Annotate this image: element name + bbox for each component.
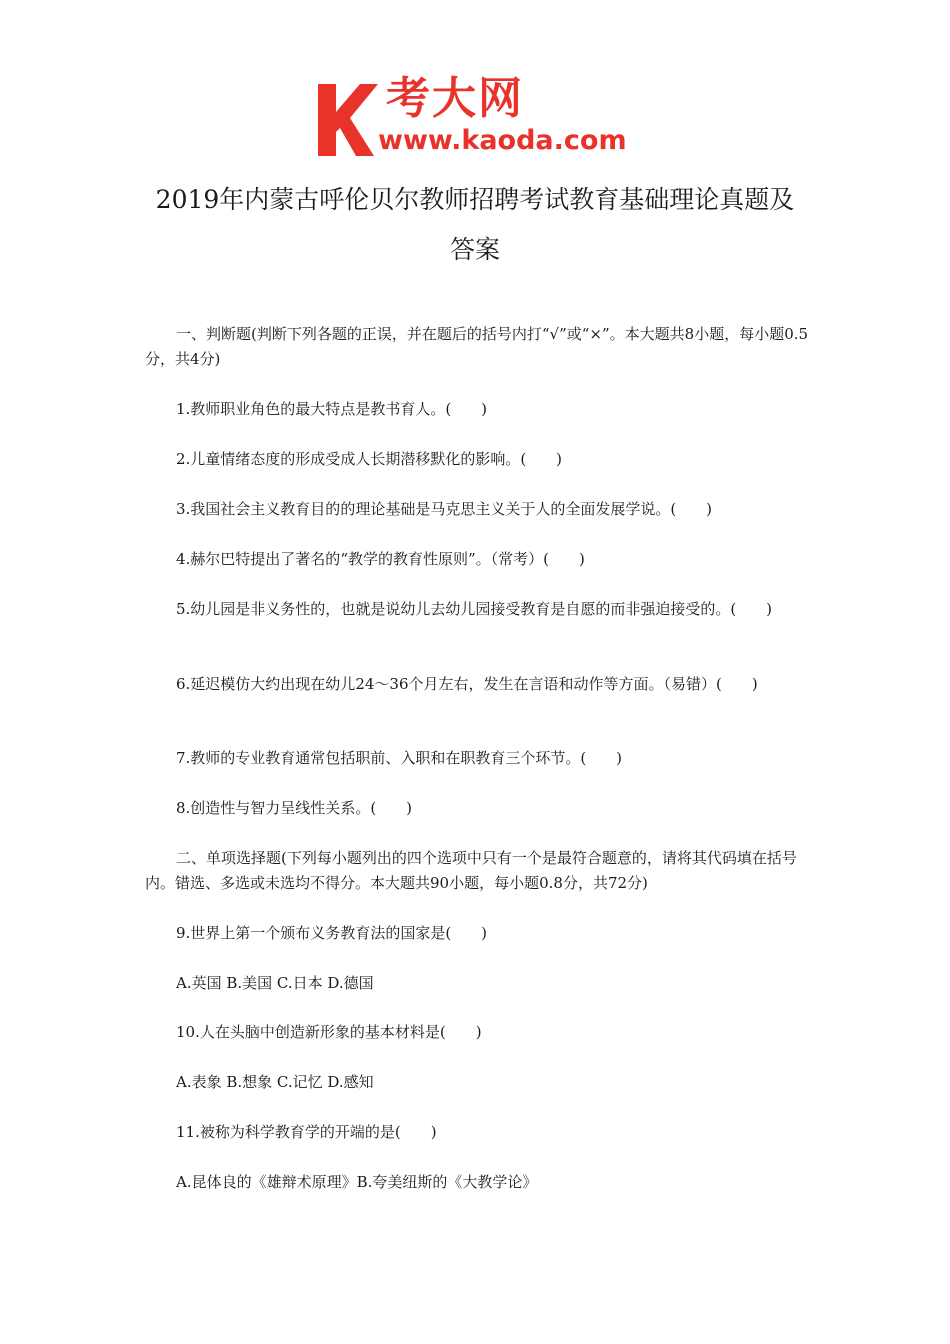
question-4: 4.赫尔巴特提出了著名的“教学的教育性原则”。（常考）( ) [176,550,585,568]
question-10-options: A.表象 B.想象 C.记忆 D.感知 [176,1073,374,1091]
kaoda-logo [316,73,646,160]
question-6: 6.延迟模仿大约出现在幼儿24～36个月左右，发生在言语和动作等方面。（易错）( ) [176,675,758,693]
question-9: 9.世界上第一个颁布义务教育法的国家是( ) [176,924,488,942]
question-8: 8.创造性与智力呈线性关系。( ) [176,799,413,817]
logo-url-text: www.kaoda.com [378,125,627,156]
section1-intro: 一、判断题(判断下列各题的正误，并在题后的括号内打“√”或“×”。本大题共8小题，每小题0.5分，共4分) [145,325,809,368]
question-7: 7.教师的专业教育通常包括职前、入职和在职教育三个环节。( ) [176,749,623,767]
question-11-options: A.昆体良的《雄辩术原理》B.夸美纽斯的《大教学论》 [176,1173,538,1191]
question-3: 3.我国社会主义教育目的的理论基础是马克思主义关于人的全面发展学说。( ) [176,500,713,518]
question-9-options: A.英国 B.美国 C.日本 D.德国 [176,974,374,992]
question-5: 5.幼儿园是非义务性的，也就是说幼儿去幼儿园接受教育是自愿的而非强迫接受的。( ) [176,600,773,618]
logo-chinese-text: 考大网 [386,73,524,124]
document-title-line-2: 答案 [449,235,500,264]
question-2: 2.儿童情绪态度的形成受成人长期潜移默化的影响。( ) [176,450,563,468]
question-10: 10.人在头脑中创造新形象的基本材料是( ) [176,1023,482,1041]
question-1: 1.教师职业角色的最大特点是教书育人。( ) [176,400,488,418]
question-11: 11.被称为科学教育学的开端的是( ) [176,1123,437,1141]
k-logo-icon [316,82,378,158]
document-title-line-1: 2019年内蒙古呼伦贝尔教师招聘考试教育基础理论真题及 [155,185,795,214]
section2-intro: 二、单项选择题(下列每小题列出的四个选项中只有一个是最符合题意的，请将其代码填在括号内。错选、多选或未选均不得分。本大题共90小题，每小题0.8分，共72分) [145,849,797,892]
